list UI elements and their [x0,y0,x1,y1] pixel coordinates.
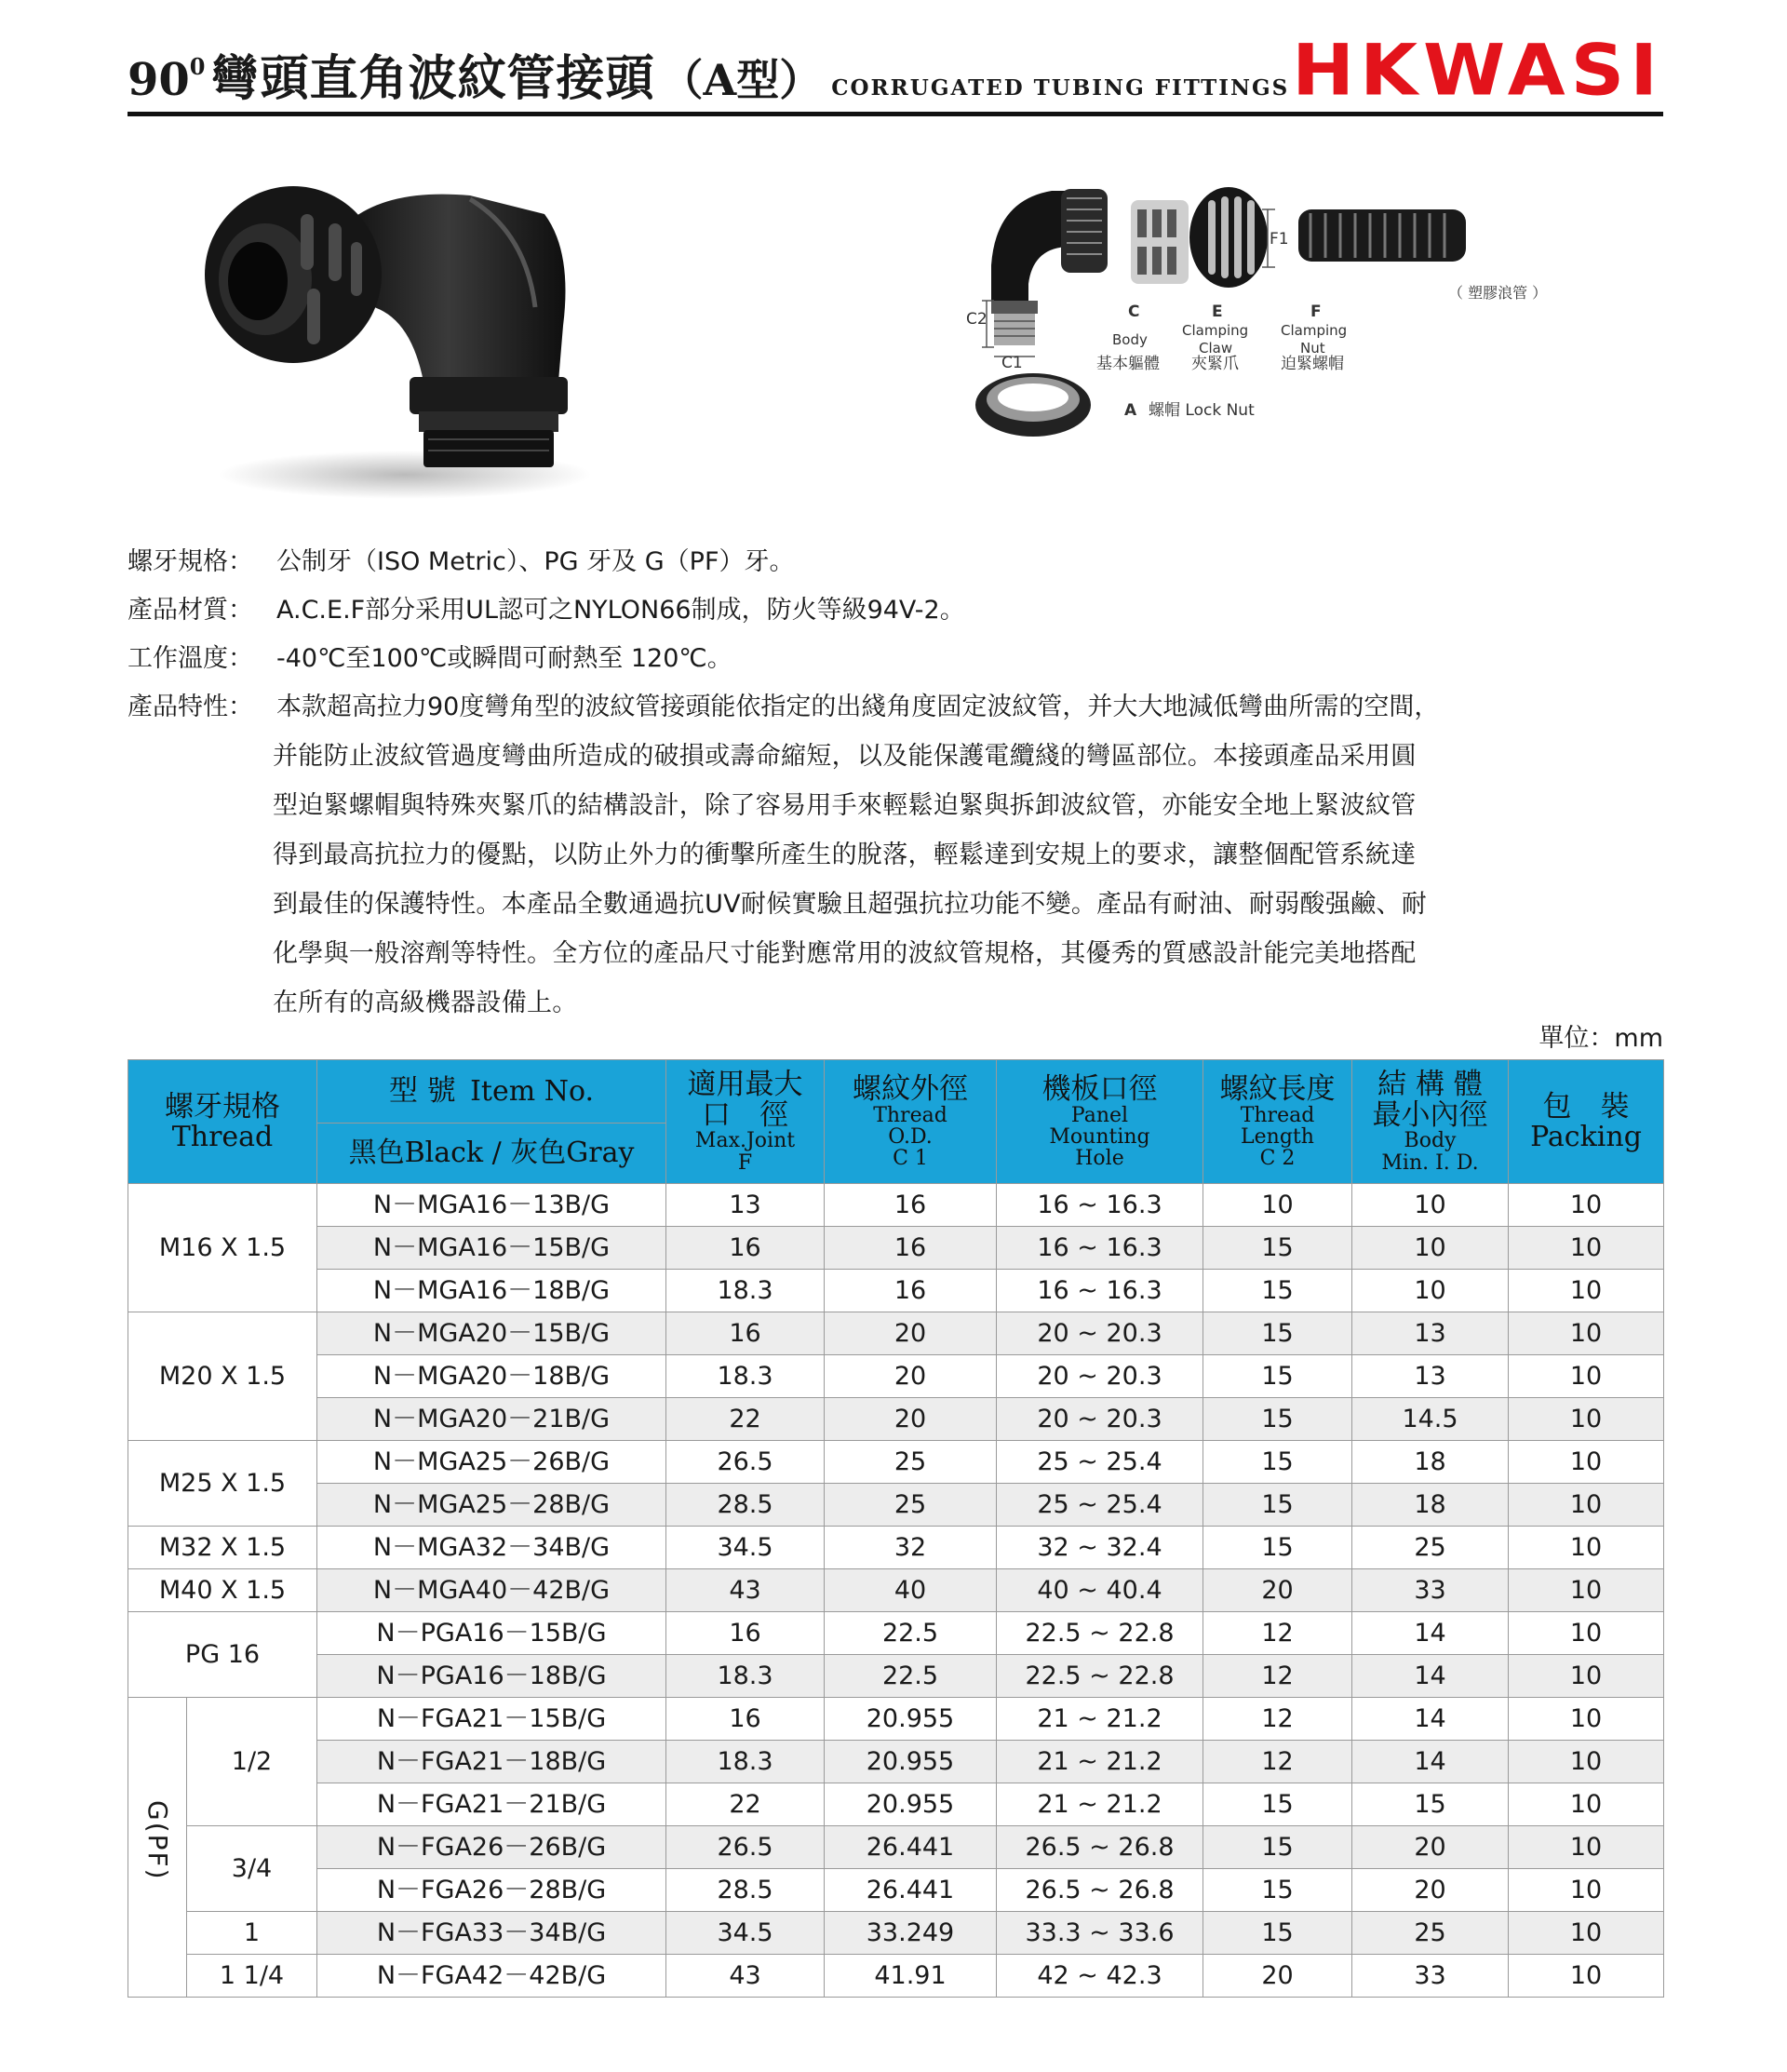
table-row [128,1312,1664,1355]
joint-cell: 34.5 [666,1912,825,1955]
item-cell: N－MGA20－15B/G [317,1312,666,1355]
length-cell: 15 [1203,1912,1352,1955]
body-cell: 33 [1352,1569,1509,1612]
length-cell: 15 [1203,1227,1352,1270]
body-cell: 14 [1352,1698,1509,1741]
panel-cell: 20 ~ 20.3 [997,1312,1203,1355]
panel-cell: 16 ~ 16.3 [997,1184,1203,1227]
label-c-letter: C [1128,303,1140,321]
label-f-en2: Nut [1300,340,1325,357]
length-cell: 15 [1203,1869,1352,1912]
body-cell: 13 [1352,1355,1509,1398]
table-row [128,1527,1664,1569]
table-row [128,1227,1664,1270]
label-f-zh: 迫緊螺帽 [1281,355,1344,373]
header-thread-zh: 螺牙規格 [165,1089,280,1123]
joint-cell: 26.5 [666,1826,825,1869]
joint-cell: 13 [666,1184,825,1227]
body-cell: 15 [1352,1783,1509,1826]
od-cell: 41.91 [825,1955,997,1998]
header-panel [997,1060,1203,1184]
panel-cell: 26.5 ~ 26.8 [997,1869,1203,1912]
packing-cell: 10 [1509,1569,1664,1612]
item-cell: N－MGA40－42B/G [317,1569,666,1612]
body-cell: 14 [1352,1655,1509,1698]
length-cell: 10 [1203,1184,1352,1227]
header-body-en1: Body [1404,1129,1457,1153]
panel-cell: 21 ~ 21.2 [997,1741,1203,1783]
header-joint-zh1: 適用最大 [687,1068,803,1102]
panel-cell: 20 ~ 20.3 [997,1355,1203,1398]
table-row [128,1184,1664,1227]
item-cell: N－MGA20－18B/G [317,1355,666,1398]
packing-cell: 10 [1509,1270,1664,1312]
od-cell: 32 [825,1527,997,1569]
label-c-zh: 基本軀體 [1096,355,1160,373]
length-cell: 15 [1203,1270,1352,1312]
g-size-cell: 3/4 [187,1826,317,1912]
joint-cell: 16 [666,1612,825,1655]
header-thread-en: Thread [171,1120,274,1153]
header-length-en2: Length [1241,1124,1314,1149]
title-chinese: 彎頭直角波紋管接頭 [210,50,655,107]
body-cell: 14 [1352,1741,1509,1783]
header-od-zh: 螺紋外徑 [853,1072,968,1107]
item-cell: N－FGA21－15B/G [317,1698,666,1741]
feature-line-7: 在所有的高級機器設備上。 [273,989,578,1017]
spec-value: -40℃至100℃或瞬間可耐熱至 120℃。 [276,644,732,673]
header-od [825,1060,997,1184]
packing-cell: 10 [1509,1655,1664,1698]
od-cell: 20 [825,1312,997,1355]
length-cell: 20 [1203,1569,1352,1612]
body-cell: 25 [1352,1527,1509,1569]
od-cell: 25 [825,1484,997,1527]
panel-cell: 25 ~ 25.4 [997,1484,1203,1527]
item-cell: N－FGA42－42B/G [317,1955,666,1998]
panel-cell: 40 ~ 40.4 [997,1569,1203,1612]
header-packing [1509,1060,1664,1184]
joint-cell: 28.5 [666,1869,825,1912]
table-row [128,1783,1664,1826]
header-body-en2: Min. I. D. [1381,1150,1479,1175]
header-joint-sym: F [737,1150,753,1175]
body-cell: 13 [1352,1312,1509,1355]
joint-cell: 22 [666,1783,825,1826]
packing-cell: 10 [1509,1912,1664,1955]
label-f-letter: F [1310,303,1322,321]
body-cell: 10 [1352,1227,1509,1270]
label-a-text: 螺帽 Lock Nut [1149,401,1255,420]
length-cell: 15 [1203,1527,1352,1569]
od-cell: 33.249 [825,1912,997,1955]
spec-value: A.C.E.F部分采用UL認可之NYLON66制成，防火等級94V-2。 [276,596,965,625]
packing-cell: 10 [1509,1484,1664,1527]
packing-cell: 10 [1509,1527,1664,1569]
label-e-letter: E [1212,303,1223,321]
joint-cell: 18.3 [666,1741,825,1783]
item-cell: N－FGA26－28B/G [317,1869,666,1912]
spec-section [128,538,1673,1028]
header-panel-zh: 機板口徑 [1041,1072,1158,1107]
body-cell: 25 [1352,1912,1509,1955]
brand-logo: HKWASI [1292,29,1663,112]
header-body-zh2: 最小內徑 [1372,1097,1488,1132]
length-cell: 12 [1203,1741,1352,1783]
item-cell: N－MGA25－26B/G [317,1441,666,1484]
diagram-drawing [968,182,1619,451]
header-length-sym: C 2 [1259,1146,1296,1170]
item-cell: N－FGA21－21B/G [317,1783,666,1826]
header-od-en1: Thread [873,1103,947,1127]
label-c-en: Body [1112,331,1148,348]
joint-cell: 16 [666,1312,825,1355]
panel-cell: 22.5 ~ 22.8 [997,1612,1203,1655]
feature-line-5: 到最佳的保護特性。本產品全數通過抗UV耐候實驗且超强抗拉功能不變。產品有耐油、耐弱酸强鹼、耐 [273,890,1428,919]
packing-cell: 10 [1509,1398,1664,1441]
feature-line-4: 得到最高抗拉力的優點，以防止外力的衝擊所產生的脫落，輕鬆達到安規上的要求，讓整個配管系統達 [273,841,1417,869]
body-cell: 10 [1352,1270,1509,1312]
length-cell: 12 [1203,1612,1352,1655]
title-type: （A型） [660,55,823,105]
od-cell: 20.955 [825,1741,997,1783]
thread-cell: M20 X 1.5 [128,1312,317,1441]
od-cell: 16 [825,1184,997,1227]
thread-cell: PG 16 [128,1612,317,1698]
od-cell: 16 [825,1227,997,1270]
panel-cell: 21 ~ 21.2 [997,1783,1203,1826]
feature-line-1: 本款超高拉力90度彎角型的波紋管接頭能依指定的出綫角度固定波紋管，并大大地減低彎曲所需的空間， [276,693,1440,721]
joint-cell: 28.5 [666,1484,825,1527]
body-cell: 14.5 [1352,1398,1509,1441]
g-size-cell: 1 [187,1912,317,1955]
body-cell: 18 [1352,1441,1509,1484]
title-degree-sign: 0 [189,53,206,80]
panel-cell: 42 ~ 42.3 [997,1955,1203,1998]
packing-cell: 10 [1509,1227,1664,1270]
packing-cell: 10 [1509,1783,1664,1826]
item-cell: N－MGA16－15B/G [317,1227,666,1270]
spec-label: 工作溫度： [128,644,253,673]
joint-cell: 43 [666,1569,825,1612]
spec-label: 產品特性： [128,693,253,721]
thread-cell: M16 X 1.5 [128,1184,317,1312]
header-color: 黑色Black / 灰色Gray [317,1123,666,1184]
g-size-cell: 1/2 [187,1698,317,1826]
packing-cell: 10 [1509,1184,1664,1227]
header-thread [128,1060,317,1184]
packing-cell: 10 [1509,1312,1664,1355]
length-cell: 15 [1203,1312,1352,1355]
panel-cell: 26.5 ~ 26.8 [997,1826,1203,1869]
header-joint-zh2: 口 徑 [702,1097,788,1132]
thread-cell: M25 X 1.5 [128,1441,317,1527]
length-cell: 15 [1203,1355,1352,1398]
table-row [128,1398,1664,1441]
joint-cell: 26.5 [666,1441,825,1484]
header-joint [666,1060,825,1184]
od-cell: 20 [825,1355,997,1398]
panel-cell: 32 ~ 32.4 [997,1527,1203,1569]
item-cell: N－MGA32－34B/G [317,1527,666,1569]
g-size-cell: 1 1/4 [187,1955,317,1998]
thread-cell: M40 X 1.5 [128,1569,317,1612]
od-cell: 22.5 [825,1612,997,1655]
spec-label: 產品材質： [128,596,253,625]
label-f-en1: Clamping [1281,322,1348,339]
length-cell: 12 [1203,1655,1352,1698]
table-row [128,1355,1664,1398]
table-row [128,1741,1664,1783]
packing-cell: 10 [1509,1741,1664,1783]
joint-cell: 18.3 [666,1355,825,1398]
header-panel-en2: Mounting [1049,1124,1150,1149]
od-cell: 25 [825,1441,997,1484]
header-panel-en3: Hole [1075,1146,1124,1170]
table-row [128,1270,1664,1312]
body-cell: 14 [1352,1612,1509,1655]
feature-line-3: 型迫緊螺帽與特殊夾緊爪的結構設計，除了容易用手來輕鬆迫緊與拆卸波紋管，亦能安全地上緊波紋管 [273,791,1417,820]
item-cell: N－PGA16－15B/G [317,1612,666,1655]
table-row [128,1912,1664,1955]
header-length-en1: Thread [1240,1103,1315,1127]
od-cell: 40 [825,1569,997,1612]
table-row [128,1441,1664,1484]
od-cell: 20.955 [825,1783,997,1826]
od-cell: 20 [825,1398,997,1441]
g-thread-cell [128,1698,187,1998]
label-f1: F1 [1270,230,1289,249]
label-c1: C1 [1001,354,1023,372]
panel-cell: 16 ~ 16.3 [997,1270,1203,1312]
panel-cell: 33.3 ~ 33.6 [997,1912,1203,1955]
packing-cell: 10 [1509,1826,1664,1869]
table-row [128,1569,1664,1612]
body-cell: 10 [1352,1184,1509,1227]
packing-cell: 10 [1509,1612,1664,1655]
body-cell: 18 [1352,1484,1509,1527]
header-item [317,1060,666,1123]
feature-text [273,732,1673,1028]
panel-cell: 21 ~ 21.2 [997,1698,1203,1741]
header-packing-zh: 包 裝 [1542,1089,1630,1123]
length-cell: 20 [1203,1955,1352,1998]
od-cell: 26.441 [825,1869,997,1912]
spec-material [128,586,1673,635]
header-od-sym: C 1 [893,1146,928,1170]
joint-cell: 16 [666,1227,825,1270]
item-cell: N－MGA16－13B/G [317,1184,666,1227]
spec-value: 公制牙（ISO Metric）、PG 牙及 G（PF）牙。 [276,547,795,576]
thread-cell: M32 X 1.5 [128,1527,317,1569]
item-cell: N－MGA20－21B/G [317,1398,666,1441]
title-english: CORRUGATED TUBING FITTINGS [831,75,1290,101]
spec-thread [128,538,1673,586]
length-cell: 12 [1203,1698,1352,1741]
packing-cell: 10 [1509,1355,1664,1398]
joint-cell: 22 [666,1398,825,1441]
header-length-zh: 螺紋長度 [1219,1072,1336,1107]
unit-label: 單位：mm [1538,1024,1663,1053]
header-body [1352,1060,1509,1184]
title-angle: 90 [128,54,190,106]
od-cell: 20.955 [825,1698,997,1741]
packing-cell: 10 [1509,1955,1664,1998]
label-e-zh: 夾緊爪 [1191,355,1239,373]
table-row [128,1655,1664,1698]
spec-temperature [128,635,1673,683]
joint-cell: 34.5 [666,1527,825,1569]
body-cell: 20 [1352,1826,1509,1869]
label-e-en2: Claw [1199,340,1233,357]
joint-cell: 18.3 [666,1655,825,1698]
table-row [128,1698,1664,1741]
od-cell: 16 [825,1270,997,1312]
header-item-zh: 型 號 [388,1074,456,1109]
product-photo [191,177,591,503]
length-cell: 15 [1203,1441,1352,1484]
table-body [128,1184,1664,1998]
od-cell: 22.5 [825,1655,997,1698]
header-divider [128,112,1663,116]
label-tube: （ 塑膠浪管 ） [1448,284,1548,302]
item-cell: N－PGA16－18B/G [317,1655,666,1698]
item-cell: N－MGA25－28B/G [317,1484,666,1527]
header-body-zh1: 結 構 體 [1377,1068,1483,1102]
label-c2: C2 [966,310,988,329]
spec-features [128,683,1673,732]
label-e-en1: Clamping [1182,322,1249,339]
header-length [1203,1060,1352,1184]
page-title [128,39,1289,109]
item-cell: N－FGA33－34B/G [317,1912,666,1955]
spec-label: 螺牙規格： [128,547,253,576]
exploded-diagram [968,182,1619,451]
g-thread-label: G(PF) [142,1800,173,1881]
header-panel-en1: Panel [1070,1103,1129,1127]
length-cell: 15 [1203,1783,1352,1826]
label-a-letter: A [1124,401,1137,420]
packing-cell: 10 [1509,1441,1664,1484]
table-row [128,1484,1664,1527]
header-od-en2: O.D. [888,1124,933,1149]
panel-cell: 22.5 ~ 22.8 [997,1655,1203,1698]
feature-line-6: 化學與一般溶劑等特性。全方位的產品尺寸能對應常用的波紋管規格，其優秀的質感設計能完美地搭配 [273,939,1417,968]
item-cell: N－FGA21－18B/G [317,1741,666,1783]
header-item-en: Item No. [470,1075,595,1109]
page-header [128,29,1663,121]
table-row [128,1869,1664,1912]
panel-cell: 16 ~ 16.3 [997,1227,1203,1270]
table-row [128,1612,1664,1655]
panel-cell: 20 ~ 20.3 [997,1398,1203,1441]
table-row [128,1826,1664,1869]
item-cell: N－FGA26－26B/G [317,1826,666,1869]
joint-cell: 18.3 [666,1270,825,1312]
header-packing-en: Packing [1530,1120,1642,1153]
od-cell: 26.441 [825,1826,997,1869]
body-cell: 33 [1352,1955,1509,1998]
spec-table [128,1059,1664,1998]
packing-cell: 10 [1509,1869,1664,1912]
length-cell: 15 [1203,1398,1352,1441]
body-cell: 20 [1352,1869,1509,1912]
panel-cell: 25 ~ 25.4 [997,1441,1203,1484]
feature-line-2: 并能防止波紋管過度彎曲所造成的破損或壽命縮短，以及能保護電纜綫的彎區部位。本接頭產品采用圓 [273,742,1417,771]
header-joint-en: Max.Joint [694,1129,796,1153]
joint-cell: 43 [666,1955,825,1998]
length-cell: 15 [1203,1484,1352,1527]
item-cell: N－MGA16－18B/G [317,1270,666,1312]
length-cell: 15 [1203,1826,1352,1869]
joint-cell: 16 [666,1698,825,1741]
table-row [128,1955,1664,1998]
packing-cell: 10 [1509,1698,1664,1741]
